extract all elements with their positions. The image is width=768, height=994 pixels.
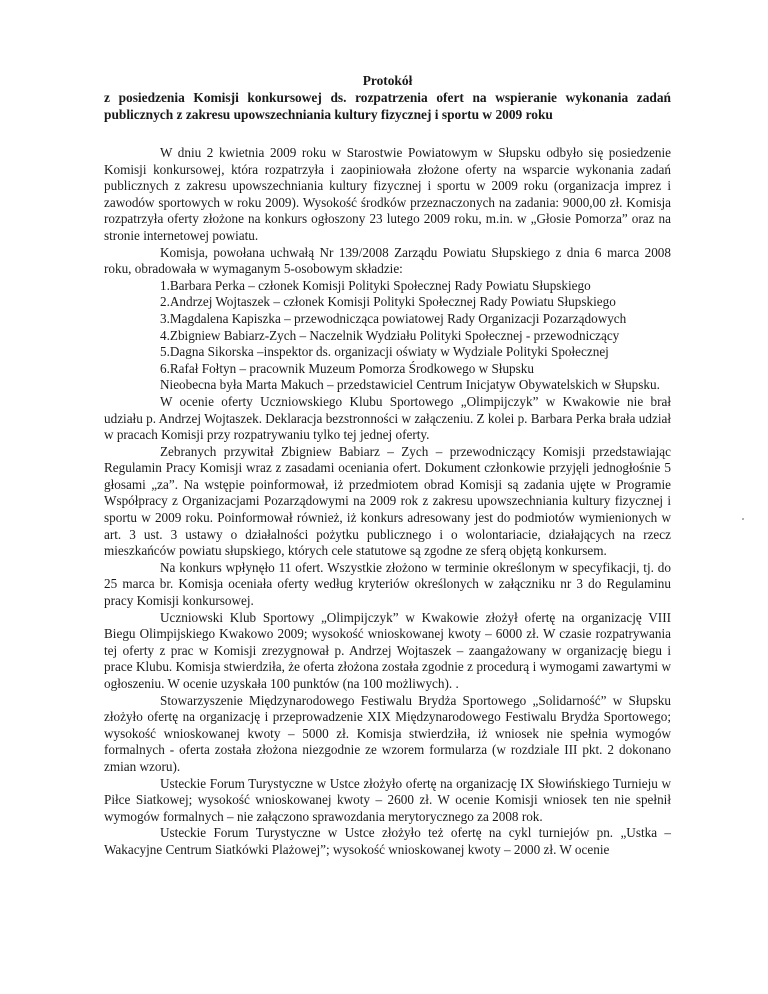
paragraph-offer-forum-volleyball: Usteckie Forum Turystyczne w Ustce złożyło ofertę na organizację IX Słowińskiego Turnieju w Piłce Siatkowej; wysokość wnioskowanej kwoty – 2600 zł. W ocenie Komisji wniosek ten nie spełnił wymogów formalnych – nie załączono sprawozdania merytorycznego za 2008 rok. xyxy=(104,775,671,824)
members-list xyxy=(104,278,671,378)
member-item: 2.Andrzej Wojtaszek – członek Komisji Polityki Społecznej Rady Powiatu Słupskiego xyxy=(160,294,616,310)
member-item: 1.Barbara Perka – członek Komisji Polityki Społecznej Rady Powiatu Słupskiego xyxy=(160,277,591,293)
member-item: 5.Dagna Sikorska –inspektor ds. organizacji oświaty w Wydziale Polityki Społecznej xyxy=(160,344,609,360)
scan-speck xyxy=(742,518,744,520)
paragraph-impartiality: W ocenie oferty Uczniowskiego Klubu Sportowego „Olimpijczyk” w Kwakowie nie brał udziału p. Andrzej Wojtaszek. Deklaracja bezstronności w załączeniu. Z kolei p. Barbara Perka brała udział w pracach Komisji przy rozpatrywaniu tylko tej jednej oferty. xyxy=(104,393,671,443)
paragraph-commission: Komisja, powołana uchwałą Nr 139/2008 Zarządu Powiatu Słupskiego z dnia 6 marca 2008 roku, obradowała w wymaganym 5-osobowym składzie: xyxy=(104,244,671,277)
member-item: 4.Zbigniew Babiarz-Zych – Naczelnik Wydziału Polityki Społecznej - przewodniczący xyxy=(160,327,620,343)
paragraph-absence: Nieobecna była Marta Makuch – przedstawiciel Centrum Inicjatyw Obywatelskich w Słupsku. xyxy=(160,377,660,393)
document-subtitle: z posiedzenia Komisji konkursowej ds. rozpatrzenia ofert na wspieranie wykonania zadań publicznych z zakresu upowszechniania kultury fizycznej i sportu w 2009 roku xyxy=(104,90,671,122)
paragraph-offer-olimpijczyk: Uczniowski Klub Sportowy „Olimpijczyk” w Kwakowie złożył ofertę na organizację VIII Biegu Olimpijskiego Kwakowo 2009; wysokość wnioskowanej kwoty – 6000 zł. W czasie rozpatrywania tej oferty z prac w Komisji zrezygnował p. Andrzej Wojtaszek – zaangażowany w organizację biegu i prace Klubu. Komisja stwierdziła, że oferta złożona została zgodnie z procedurą i wymogami zawartymi w ogłoszeniu. W ocenie uzyskała 100 punktów (na 100 możliwych). . xyxy=(104,609,671,691)
member-item: 6.Rafał Fołtyn – pracownik Muzeum Pomorza Środkowego w Słupsku xyxy=(160,360,534,376)
paragraph-offer-solidarnosc: Stowarzyszenie Międzynarodowego Festiwalu Brydża Sportowego „Solidarność” w Słupsku złożyło ofertę na organizację i przeprowadzenie XIX Międzynarodowego Festiwalu Brydża Sportowego; wysokość wnioskowanej kwoty – 5000 zł. Komisja stwierdziła, iż wniosek nie spełnia wymogów formalnych - oferta została złożona niezgodnie ze wzorem formularza (w rozdziale III pkt. 2 dokonano zmian wzoru). xyxy=(104,692,671,774)
member-item: 3.Magdalena Kapiszka – przewodnicząca powiatowej Rady Organizacji Pozarządowych xyxy=(160,310,627,326)
paragraph-offers-received: Na konkurs wpłynęło 11 ofert. Wszystkie złożono w terminie określonym w specyfikacji, tj. do 25 marca br. Komisja oceniała oferty według kryteriów określonych w załączniku nr 3 do Regulaminu pracy Komisji konkursowej. xyxy=(104,559,671,609)
document-body xyxy=(104,145,671,859)
paragraph-offer-forum-beach: Usteckie Forum Turystyczne w Ustce złożyło też ofertę na cykl turniejów pn. „Ustka – Wakacyjne Centrum Siatkówki Plażowej”; wysokość wnioskowanej kwoty – 2000 zł. W ocenie xyxy=(104,825,671,857)
document-title: Protokół xyxy=(362,73,413,88)
paragraph-meeting: W dniu 2 kwietnia 2009 roku w Starostwie Powiatowym w Słupsku odbyło się posiedzenie Komisji konkursowej, która rozpatrzyła i zaopiniowała złożone oferty na wsparcie wykonania zadań publicznych z zakresu upowszechniania kultury fizycznej i sportu w 2009 roku (organizacja imprez i zawodów sportowych w roku 2009). Wysokość środków przeznaczonych na zadania: 9000,00 zł. Komisja rozpatrzyła oferty złożone na konkurs ogłoszony 23 lutego 2009 roku, m.in. w „Głosie Pomorza” oraz na stronie internetowej powiatu. xyxy=(104,145,671,243)
document-page xyxy=(104,72,671,859)
paragraph-opening: Zebranych przywitał Zbigniew Babiarz – Zych – przewodniczący Komisji przedstawiając Regulamin Pracy Komisji wraz z zasadami oceniania ofert. Dokument członkowie przyjęli jednogłośnie 5 głosami „za”. Na wstępie poinformował, iż przedmiotem obrad Komisji są zadania ujęte w Programie Współpracy z Organizacjami Pozarządowymi na 2009 rok z zakresu upowszechniania kultury fizycznej i sportu w 2009 roku. Poinformował również, iż konkurs adresowany jest do podmiotów wymienionych w art. 3 ust. 3 ustawy o działalności pożytku publicznego i o wolontariacie, działających na rzecz mieszkańców powiatu słupskiego, których cele statutowe są zgodne ze sferą objętą konkursem. xyxy=(104,443,671,559)
